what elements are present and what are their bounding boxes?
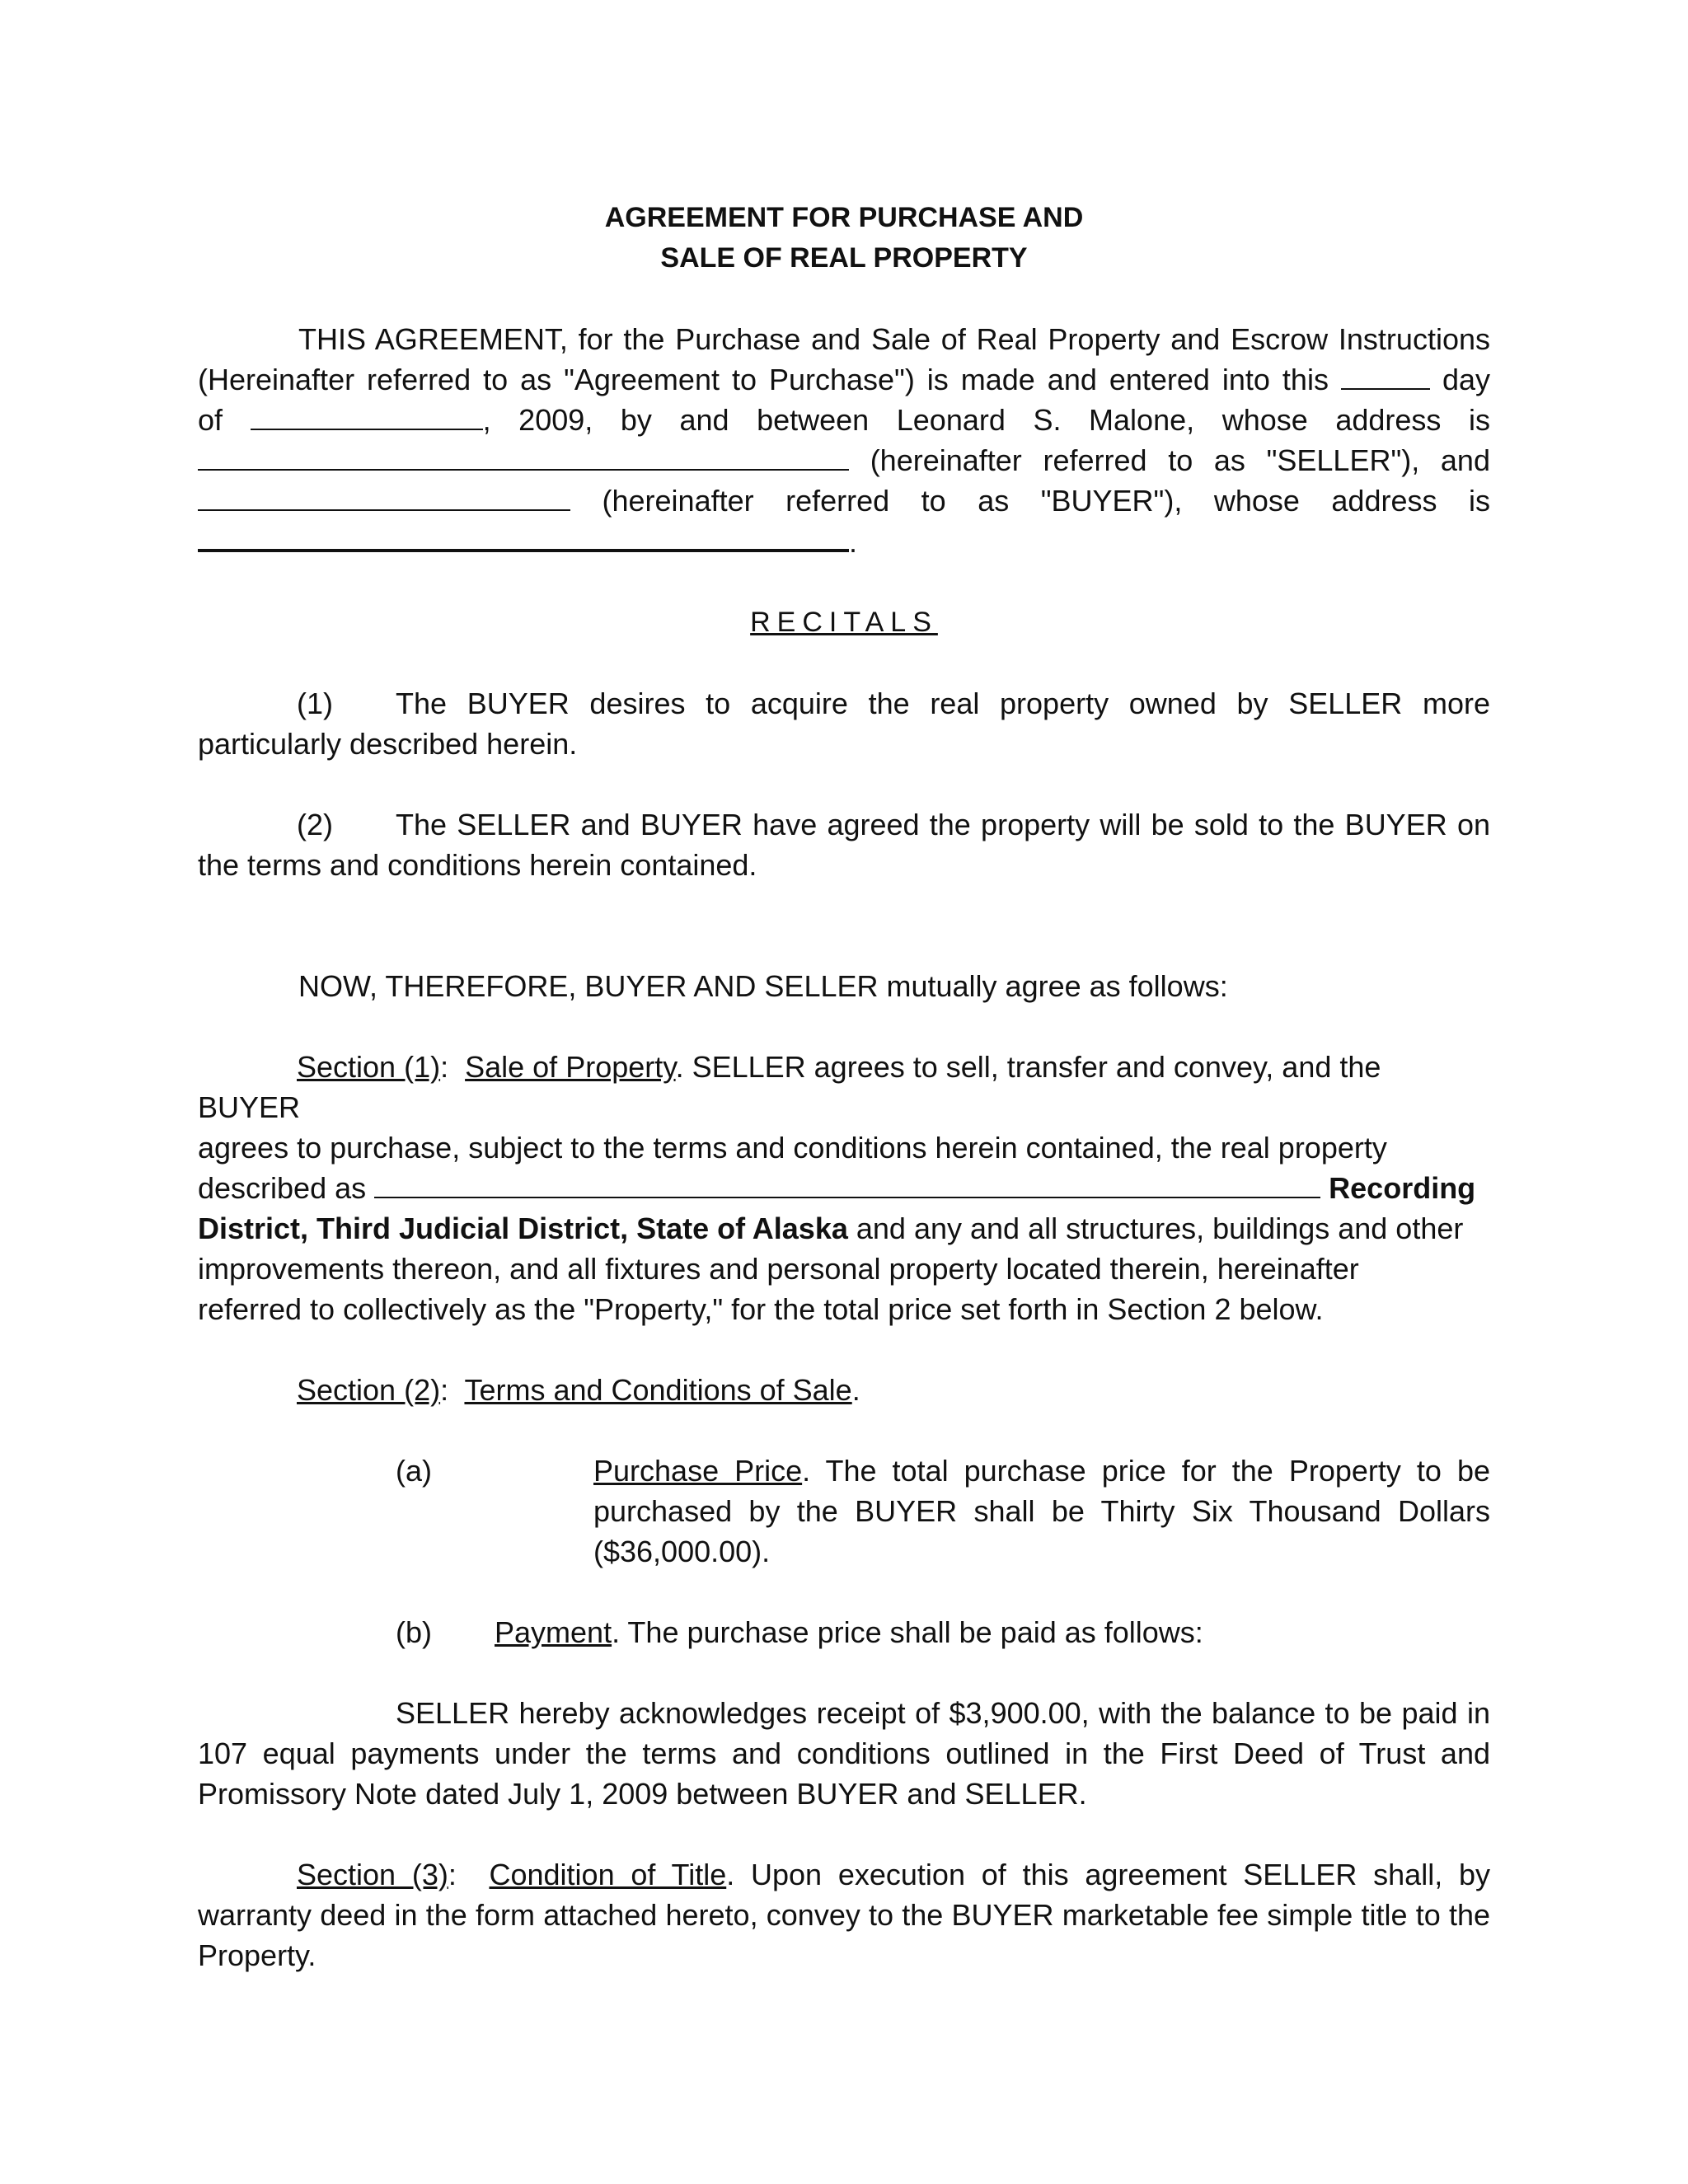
intro-day-word: day — [1442, 363, 1490, 396]
section-2-heading-line — [198, 1370, 1490, 1410]
property-description-blank — [374, 1169, 1320, 1198]
payment-acknowledgement-text: SELLER hereby acknowledges receipt of $3,900.00, with the balance to be paid in 107 equal payments under the terms and conditions outlined in the First Deed of Trust and Promissory Note dated July 1, 2009 between BUYER and SELLER. — [198, 1696, 1490, 1811]
section-2b-heading: Payment — [495, 1615, 612, 1649]
section-1 — [198, 1047, 1490, 1329]
intro-line-5-text: (hereinafter referred to as "BUYER"), whose address is — [602, 484, 1490, 518]
intro-of-word: of — [198, 403, 223, 437]
section-1-heading: Sale of Property — [465, 1050, 676, 1084]
section-1-line-4-text: and any and all structures, buildings and other — [856, 1212, 1464, 1245]
section-2-label: Section (2) — [297, 1373, 441, 1407]
month-blank — [251, 401, 483, 430]
section-3-label: Section (3) — [297, 1858, 448, 1891]
section-1-line-1 — [198, 1047, 1490, 1127]
section-1-described-as: described as — [198, 1171, 367, 1205]
buyer-address-blank — [198, 521, 849, 552]
intro-line-2-text: (Hereinafter referred to as "Agreement to Purchase") is made and entered into this — [198, 363, 1329, 396]
intro-line-6 — [198, 521, 1490, 562]
intro-line-2 — [198, 359, 1490, 400]
section-1-line-6: referred to collectively as the "Property," for the total price set forth in Section 2 below. — [198, 1292, 1324, 1326]
title-line-1: AGREEMENT FOR PURCHASE AND — [604, 202, 1084, 233]
intro-line-6-period: . — [849, 525, 858, 559]
section-2b-number: (b) — [396, 1615, 432, 1649]
recital-2-text: The SELLER and BUYER have agreed the property will be sold to the BUYER on the terms and conditions herein contained. — [198, 808, 1490, 882]
section-1-district: District, Third Judicial District, State of Alaska — [198, 1212, 848, 1245]
section-2a-heading: Purchase Price — [593, 1454, 803, 1488]
section-1-line-2: agrees to purchase, subject to the terms and conditions herein contained, the real property — [198, 1131, 1387, 1165]
intro-paragraph — [198, 319, 1490, 562]
recitals-heading: RECITALS — [750, 607, 938, 638]
recital-2-number: (2) — [297, 808, 333, 841]
recital-1-text: The BUYER desires to acquire the real property owned by SELLER more particularly described herein. — [198, 687, 1490, 761]
intro-line-4-text: (hereinafter referred to as "SELLER"), and — [870, 443, 1490, 477]
section-2a-text: . The total purchase price for the Property to be purchased by the BUYER shall be Thirty Six Thousand Dollars ($36,000.00). — [593, 1454, 1491, 1568]
section-2b — [198, 1612, 1490, 1652]
recital-1 — [198, 683, 1490, 764]
section-3-colon: : — [448, 1858, 457, 1891]
section-2-colon: : — [440, 1373, 449, 1407]
day-blank — [1341, 360, 1430, 390]
section-1-colon: : — [440, 1050, 449, 1084]
seller-address-blank — [198, 441, 849, 471]
now-therefore-clause: NOW, THEREFORE, BUYER AND SELLER mutually agree as follows: — [298, 969, 1228, 1003]
section-1-label: Section (1) — [297, 1050, 441, 1084]
section-2-period: . — [851, 1373, 860, 1407]
section-1-line-1-text: . SELLER agrees to sell, transfer and convey, and the BUYER — [198, 1050, 1381, 1124]
section-2b-text: . The purchase price shall be paid as follows: — [612, 1615, 1203, 1649]
section-3 — [198, 1854, 1490, 1975]
section-2a-number: (a) — [396, 1454, 432, 1488]
section-1-line-5: improvements thereon, and all fixtures and personal property located therein, hereinafter — [198, 1252, 1359, 1286]
section-2-heading: Terms and Conditions of Sale — [464, 1373, 852, 1407]
buyer-name-blank — [198, 481, 570, 511]
title-line-2: SALE OF REAL PROPERTY — [660, 242, 1028, 274]
intro-line-3 — [198, 400, 1490, 440]
section-3-text: . Upon execution of this agreement SELLER shall, by warranty deed in the form attached hereto, convey to the BUYER marketable fee simple title to the Property. — [198, 1858, 1491, 1972]
intro-line-3-text: , 2009, by and between Leonard S. Malone, whose address is — [482, 403, 1490, 437]
intro-line-1: THIS AGREEMENT, for the Purchase and Sale of Real Property and Escrow Instructions — [298, 322, 1490, 356]
recital-1-number: (1) — [297, 687, 333, 720]
section-1-line-3 — [198, 1168, 1490, 1208]
intro-line-5 — [198, 480, 1490, 521]
section-1-line-4 — [198, 1208, 1490, 1249]
document-page — [198, 198, 1490, 1975]
payment-acknowledgement — [198, 1693, 1490, 1814]
intro-line-4 — [198, 440, 1490, 480]
section-2a — [198, 1451, 1490, 1572]
recital-2 — [198, 804, 1490, 885]
section-2a-body — [593, 1451, 1490, 1572]
section-3-heading: Condition of Title — [489, 1858, 727, 1891]
section-1-recording: Recording — [1329, 1171, 1476, 1205]
